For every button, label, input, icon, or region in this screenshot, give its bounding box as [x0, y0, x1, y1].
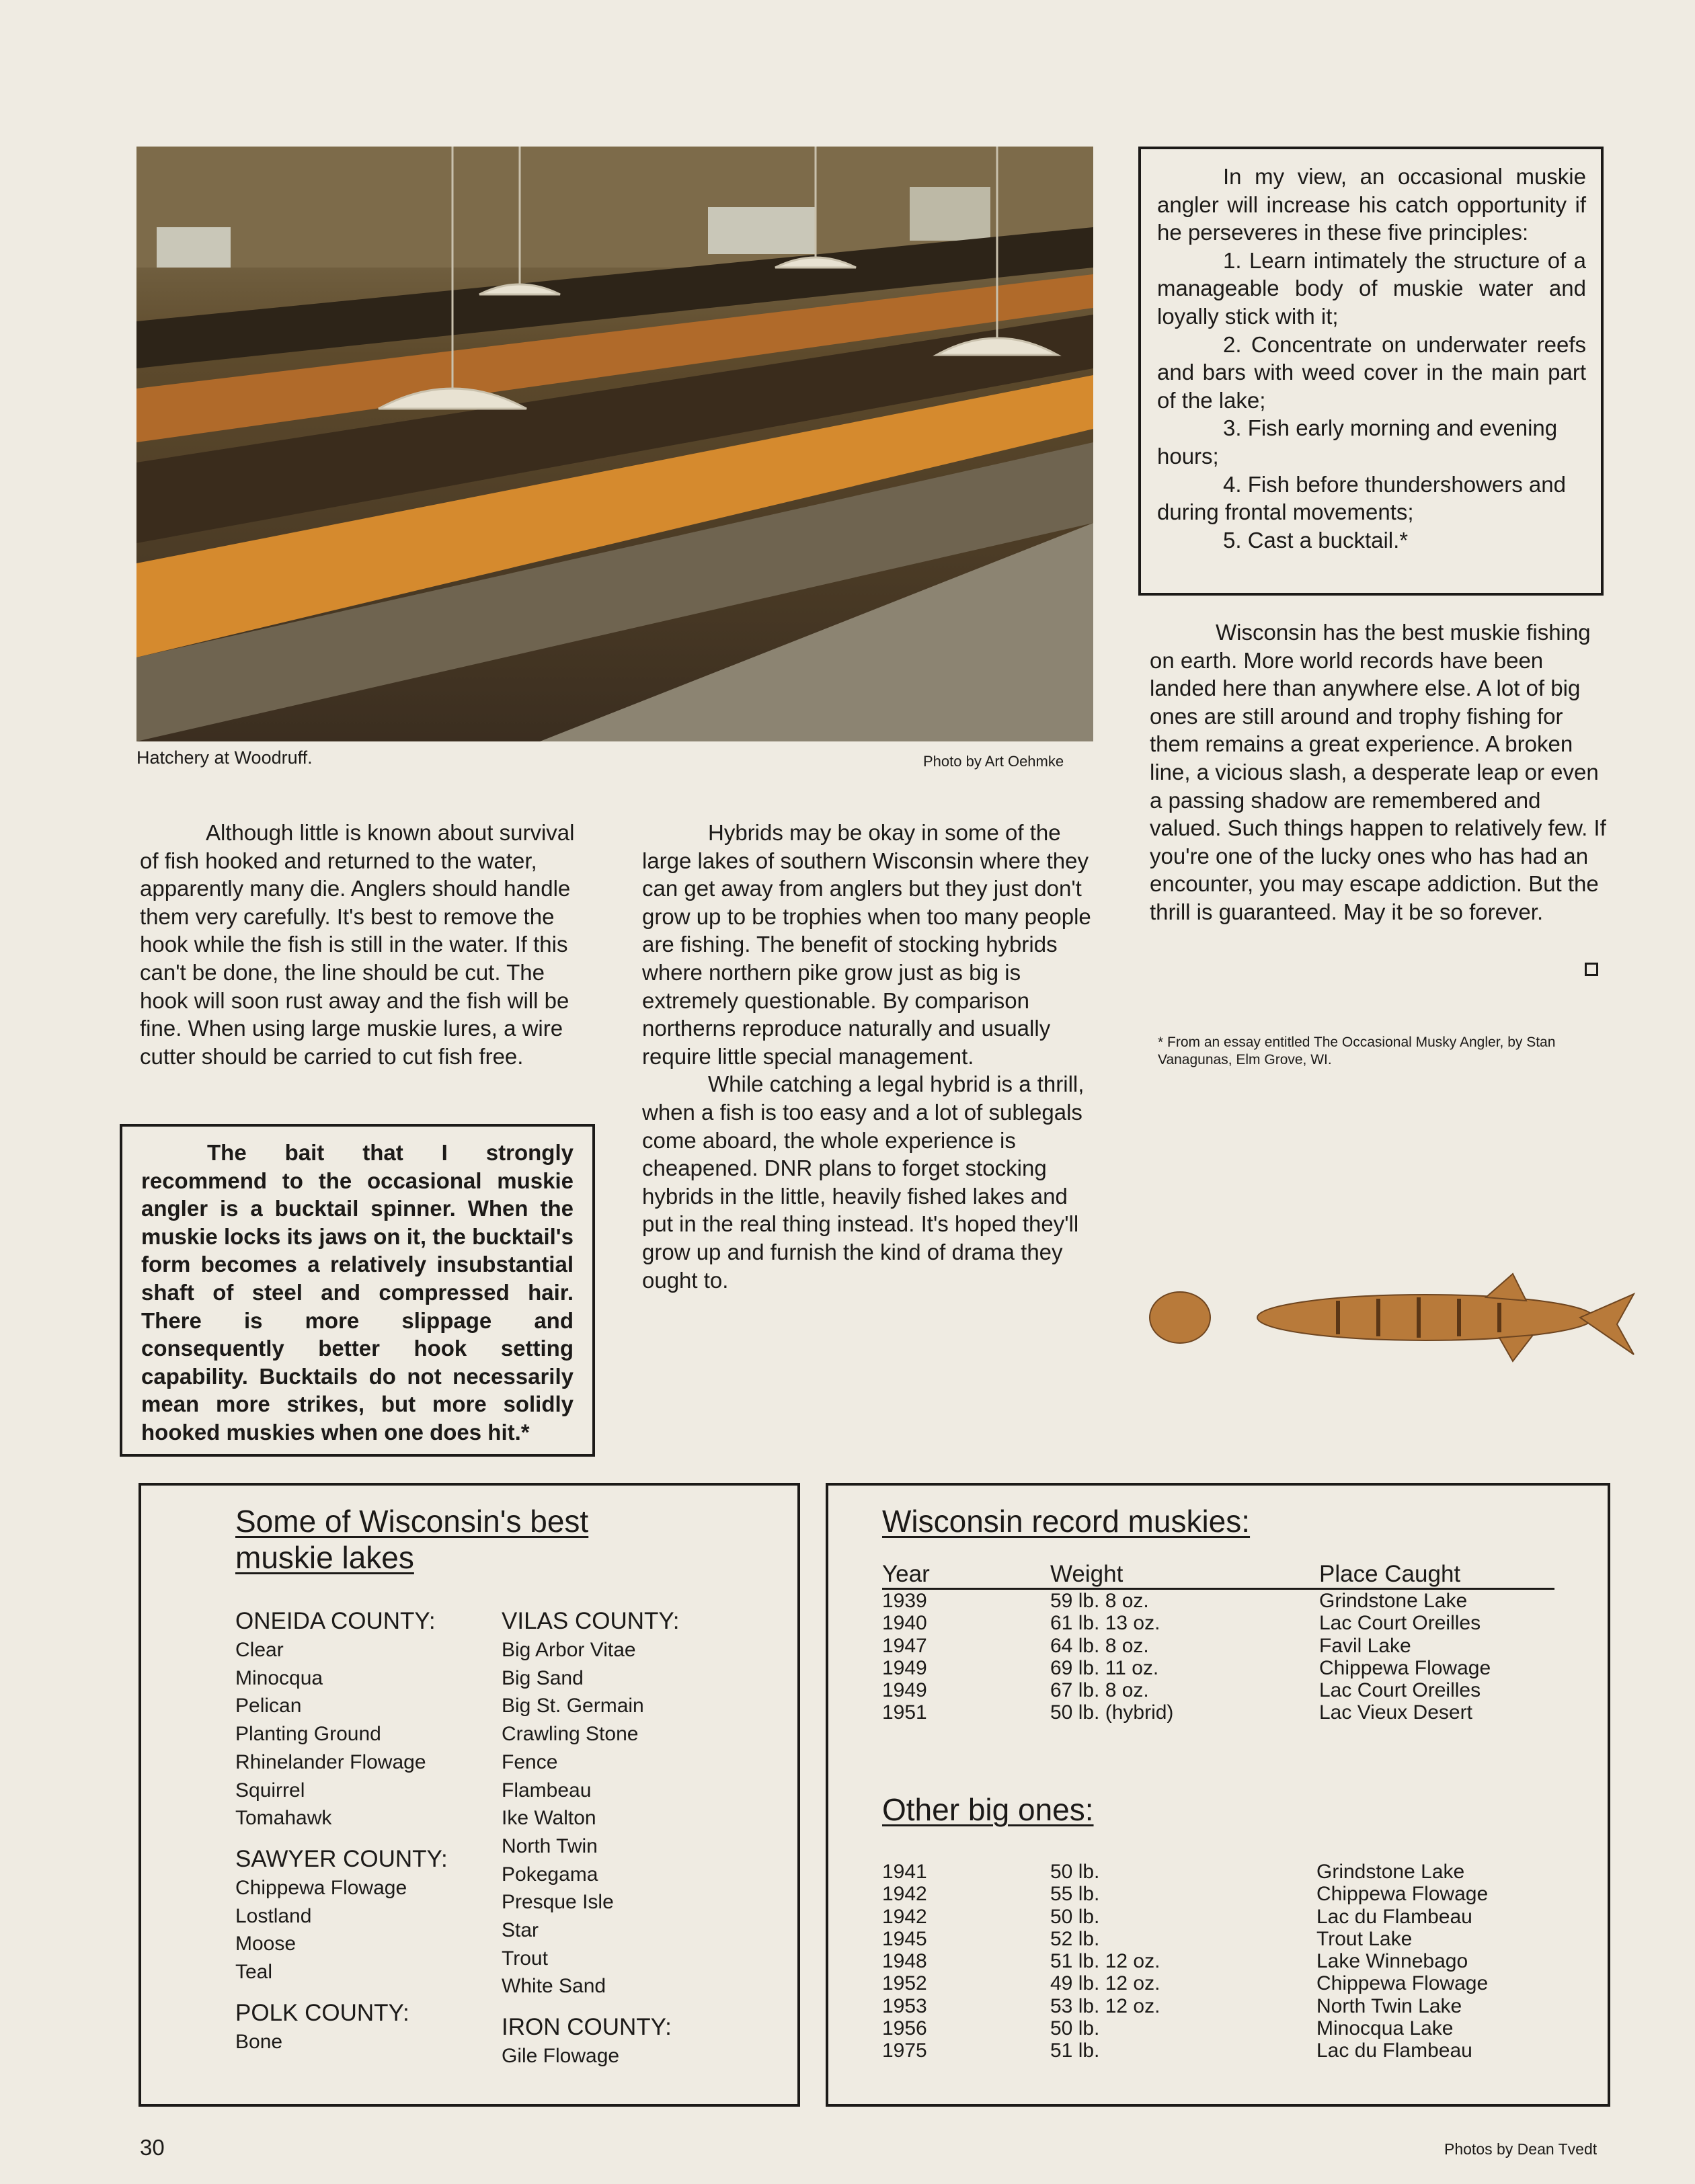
bait-text: The bait that I strongly recommend to the occasional muskie angler is a bucktail spinner. When the muskie locks its jaws on it, the bucktail's form becomes a relatively insubstantial shaft of steel and compressed hair. There is more slippage and consequently better hook setting capability. Bucktails do not necessarily mean more strikes, but more solidly hooked muskies when one does hit.*: [141, 1140, 574, 1445]
footer-credit: Photos by Dean Tvedt: [1444, 2140, 1598, 2158]
other-big-ones-title: Other big ones:: [882, 1792, 1094, 1827]
records-title: Wisconsin record muskies:: [882, 1504, 1251, 1539]
table-row: [882, 1950, 1554, 1972]
place-cell: Chippewa Flowage: [1316, 1972, 1489, 1995]
county-heading: VILAS COUNTY:: [502, 1608, 680, 1634]
table-row: [882, 1928, 1554, 1950]
weight-cell: 51 lb.: [1050, 2039, 1100, 2062]
hybrids-paragraph: While catching a legal hybrid is a thrill, when a fish is too easy and a lot of sublegals come aboard, the whole experience is cheapened. DNR plans to forget stocking hybrids in the little, heavily fished lakes and put in the real thing instead. It's hoped they'll grow up and furnish the kind of drama they ought to.: [642, 1071, 1085, 1293]
table-row: [882, 1861, 1554, 1883]
column-2: [642, 819, 1099, 1294]
muskie-illustration: [1136, 1270, 1647, 1385]
table-row: [882, 1883, 1554, 1905]
lake-item: Moose: [235, 1933, 297, 1955]
lake-item: Lostland: [235, 1904, 312, 1927]
lake-item: Star: [502, 1919, 539, 1942]
weight-cell: 61 lb. 13 oz.: [1050, 1612, 1160, 1635]
place-cell: Lac Court Oreilles: [1319, 1612, 1481, 1635]
year-cell: 1975: [882, 2039, 927, 2062]
place-cell: Chippewa Flowage: [1319, 1656, 1491, 1679]
table-row: [882, 1906, 1554, 1928]
year-cell: 1945: [882, 1927, 927, 1950]
records-table: [882, 1590, 1554, 1724]
lake-item: Chippewa Flowage: [235, 1876, 407, 1899]
weight-cell: 50 lb. (hybrid): [1050, 1701, 1174, 1724]
end-mark-icon: [1585, 963, 1598, 976]
year-cell: 1942: [882, 1905, 927, 1928]
lake-item: Bone: [235, 2030, 283, 2053]
table-row: [882, 1590, 1554, 1612]
weight-cell: 49 lb. 12 oz.: [1050, 1972, 1160, 1995]
lakes-box: [139, 1483, 800, 2107]
lake-item: Flambeau: [502, 1779, 592, 1802]
principle-item: 3. Fish early morning and evening hours;: [1157, 415, 1558, 469]
place-cell: Favil Lake: [1319, 1634, 1411, 1657]
table-row: [882, 1995, 1554, 2017]
lake-item: Fence: [502, 1750, 558, 1773]
county-heading: POLK COUNTY:: [235, 1999, 409, 2026]
table-row: [882, 1612, 1554, 1634]
year-cell: 1951: [882, 1701, 927, 1724]
county-heading: SAWYER COUNTY:: [235, 1845, 448, 1872]
county-heading: ONEIDA COUNTY:: [235, 1608, 436, 1634]
weight-cell: 55 lb.: [1050, 1883, 1100, 1906]
place-cell: Trout Lake: [1316, 1927, 1413, 1950]
year-cell: 1948: [882, 1950, 927, 1973]
principles-box: [1138, 147, 1604, 596]
place-cell: Chippewa Flowage: [1316, 1883, 1489, 1906]
lake-item: Pelican: [235, 1695, 302, 1717]
weight-cell: 53 lb. 12 oz.: [1050, 1994, 1160, 2017]
weight-cell: 50 lb.: [1050, 1861, 1100, 1883]
hybrids-paragraph: Hybrids may be okay in some of the large lakes of southern Wisconsin where they can get away from anglers but they just don't grow up to be trophies when too many people are fishing. The benefit of stocking hybrids where northern pike grow just as big is extremely questionable. By comparison northerns reproduce naturally and usually require little special management.: [642, 820, 1091, 1069]
column-1: [140, 819, 590, 1070]
weight-cell: 50 lb.: [1050, 2017, 1100, 2040]
left-county-list: [235, 1607, 491, 2056]
principle-item: 4. Fish before thundershowers and during frontal movements;: [1157, 471, 1566, 525]
lake-item: Big St. Germain: [502, 1695, 644, 1717]
page-number: 30: [140, 2135, 165, 2160]
bait-box: [120, 1124, 595, 1457]
place-cell: Lake Winnebago: [1316, 1950, 1468, 1973]
records-box: [826, 1483, 1610, 2107]
principle-item: 2. Concentrate on underwater reefs and bars with weed cover in the main part of the lake;: [1157, 331, 1586, 413]
place-cell: North Twin Lake: [1316, 1994, 1462, 2017]
release-paragraph: Although little is known about survival of fish hooked and returned to the water, apparently many die. Anglers should handle them very carefully. It's best to remove the hook while the fish is still in the water. If this can't be done, the line should be cut. The hook will soon rust away and the fish will be fine. When using large muskie lures, a wire cutter should be carried to cut fish free.: [140, 820, 575, 1069]
place-cell: Grindstone Lake: [1319, 1590, 1468, 1612]
lake-item: Crawling Stone: [502, 1723, 639, 1746]
lake-item: Tomahawk: [235, 1807, 332, 1830]
footnote: * From an essay entitled The Occasional Musky Angler, by Stan Vanagunas, Elm Grove, WI.: [1158, 1035, 1556, 1067]
photo-caption: Hatchery at Woodruff.: [136, 747, 313, 768]
principles-intro: In my view, an occasional muskie angler will increase his catch opportunity if he perseveres in these five principles:: [1157, 164, 1586, 245]
weight-cell: 59 lb. 8 oz.: [1050, 1590, 1149, 1612]
year-cell: 1952: [882, 1972, 927, 1995]
place-cell: Lac Court Oreilles: [1319, 1679, 1481, 1702]
weight-cell: 69 lb. 11 oz.: [1050, 1656, 1159, 1679]
year-cell: 1942: [882, 1883, 927, 1906]
weight-cell: 67 lb. 8 oz.: [1050, 1679, 1149, 1702]
lake-item: Clear: [235, 1639, 284, 1661]
weight-cell: 52 lb.: [1050, 1927, 1100, 1950]
lake-item: Teal: [235, 1961, 273, 1984]
photo-credit: Photo by Art Oehmke: [923, 753, 1064, 770]
lake-item: Big Sand: [502, 1666, 584, 1689]
place-cell: Lac Vieux Desert: [1319, 1701, 1472, 1724]
table-row: [882, 2017, 1554, 2039]
weight-cell: 64 lb. 8 oz.: [1050, 1634, 1149, 1657]
lake-item: Rhinelander Flowage: [235, 1750, 426, 1773]
column-3: [1150, 618, 1610, 926]
right-county-list: [502, 1607, 771, 2070]
table-row: [882, 1657, 1554, 1679]
weight-cell: 51 lb. 12 oz.: [1050, 1950, 1160, 1973]
place-cell: Lac du Flambeau: [1316, 2039, 1472, 2062]
year-cell: 1940: [882, 1612, 927, 1635]
lakes-title: Some of Wisconsin's best muskie lakes: [235, 1504, 589, 1575]
year-cell: 1956: [882, 2017, 927, 2040]
lake-item: Squirrel: [235, 1779, 305, 1802]
year-cell: 1941: [882, 1861, 927, 1883]
principle-item: 5. Cast a bucktail.*: [1223, 527, 1409, 553]
header-weight: Weight: [1050, 1561, 1124, 1587]
place-cell: Grindstone Lake: [1316, 1861, 1465, 1883]
table-row: [882, 1972, 1554, 1994]
county-heading: IRON COUNTY:: [502, 2014, 672, 2041]
hatchery-photo: [136, 147, 1093, 741]
table-row: [882, 2039, 1554, 2062]
lake-item: North Twin: [502, 1834, 598, 1857]
lake-item: Planting Ground: [235, 1723, 381, 1746]
lake-item: Ike Walton: [502, 1807, 596, 1830]
header-year: Year: [882, 1561, 930, 1587]
weight-cell: 50 lb.: [1050, 1905, 1100, 1928]
lake-item: Minocqua: [235, 1666, 323, 1689]
other-records-table: [882, 1861, 1554, 2062]
header-place: Place Caught: [1319, 1561, 1461, 1587]
lake-item: Trout: [502, 1947, 548, 1970]
records-header: [882, 1561, 1554, 1590]
year-cell: 1953: [882, 1994, 927, 2017]
lake-item: Pokegama: [502, 1863, 598, 1886]
lake-item: Gile Flowage: [502, 2045, 620, 2068]
table-row: [882, 1701, 1554, 1724]
year-cell: 1949: [882, 1679, 927, 1702]
place-cell: Minocqua Lake: [1316, 2017, 1454, 2040]
closing-paragraph: Wisconsin has the best muskie fishing on earth. More world records have been landed here than anywhere else. A lot of big ones are still around and trophy fishing for them remains a great experience. A broken line, a vicious slash, a desperate leap or even a passing shadow are remembered and valued. Such things happen to relatively few. If you're one of the lucky ones who has had an encounter, you may escape addiction. But the thrill is guaranteed. May it be so forever.: [1150, 620, 1606, 924]
principle-item: 1. Learn intimately the structure of a manageable body of muskie water and loyally stick with it;: [1157, 247, 1586, 329]
year-cell: 1947: [882, 1634, 927, 1657]
year-cell: 1949: [882, 1656, 927, 1679]
lake-item: Big Arbor Vitae: [502, 1639, 636, 1661]
year-cell: 1939: [882, 1590, 927, 1612]
place-cell: Lac du Flambeau: [1316, 1905, 1472, 1928]
lake-item: White Sand: [502, 1975, 606, 1998]
table-row: [882, 1679, 1554, 1701]
table-row: [882, 1635, 1554, 1657]
lake-item: Presque Isle: [502, 1891, 614, 1914]
